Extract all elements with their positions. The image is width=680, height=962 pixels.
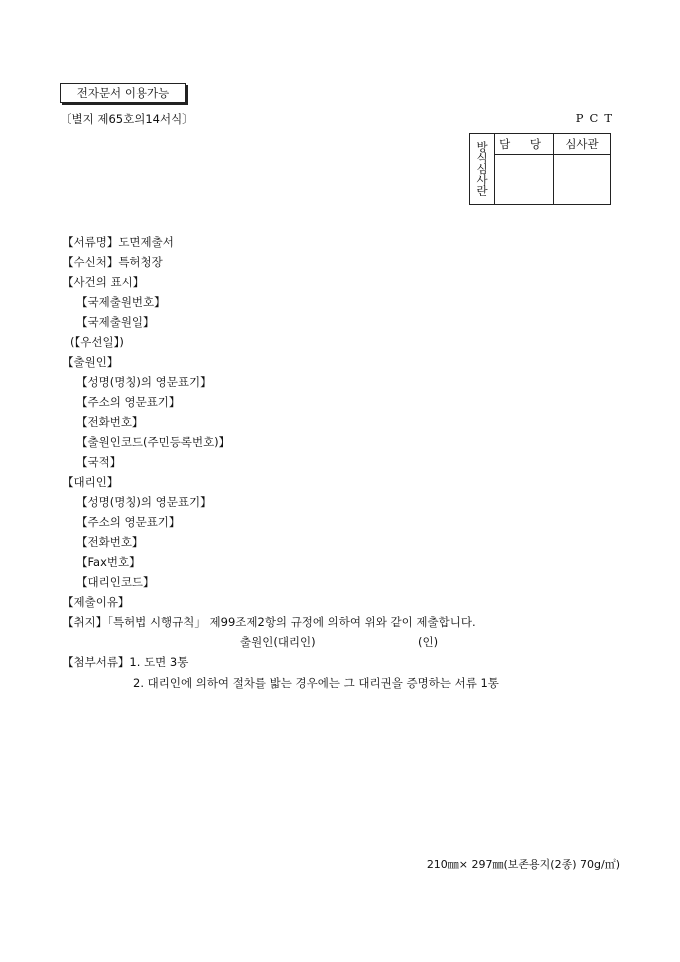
field-case-indication: 【사건의 표시】 [62, 275, 145, 289]
attachment-item-2: 2. 대리인에 의하여 절차를 밟는 경우에는 그 대리권을 증명하는 서류 1통 [133, 676, 499, 690]
field-document-name: 【서류명】도면제출서 [62, 235, 174, 249]
field-applicant-code: 【출원인코드(주민등록번호)】 [76, 435, 231, 449]
field-agent-fax: 【Fax번호】 [76, 555, 141, 569]
field-priority-date: (【우선일】) [70, 335, 124, 349]
form-reference: 〔별지 제65호의14서식〕 [60, 112, 194, 126]
field-agent: 【대리인】 [62, 475, 119, 489]
field-agent-english-address: 【주소의 영문표기】 [76, 515, 181, 529]
review-side-label-char: 사 [476, 172, 488, 187]
field-purport: 【취지】「특허법 시행규칙」 제99조제2항의 규정에 의하여 위와 같이 제출합니다. [62, 615, 476, 629]
field-agent-phone: 【전화번호】 [76, 535, 144, 549]
field-recipient: 【수신처】특허청장 [62, 255, 163, 269]
field-intl-application-number: 【국제출원번호】 [76, 295, 166, 309]
review-examiner-cell [554, 155, 611, 205]
field-applicant: 【출원인】 [62, 355, 119, 369]
review-side-label-char: 심 [476, 161, 488, 176]
review-side-label [470, 134, 495, 205]
field-attachments: 【첨부서류】1. 도면 3통 [62, 655, 189, 669]
review-col-examiner: 심사관 [554, 134, 611, 155]
paper-size-note: 210㎜× 297㎜(보존용지(2종) 70g/㎡) [426, 858, 620, 871]
review-officer-cell [495, 155, 554, 205]
signature-seal: (인) [418, 635, 439, 649]
field-agent-code: 【대리인코드】 [76, 575, 155, 589]
electronic-document-badge: 전자문서 이용가능 [60, 83, 186, 103]
review-side-label-text [470, 139, 494, 198]
field-nationality: 【국적】 [76, 455, 122, 469]
review-side-label-char: 식 [476, 150, 488, 165]
field-applicant-english-address: 【주소의 영문표기】 [76, 395, 181, 409]
field-applicant-english-name: 【성명(명칭)의 영문표기】 [76, 375, 212, 389]
field-submission-reason: 【제출이유】 [62, 595, 130, 609]
field-agent-english-name: 【성명(명칭)의 영문표기】 [76, 495, 212, 509]
review-col-officer: 담 당 [495, 134, 554, 155]
review-side-label-char: 방 [476, 139, 488, 154]
pct-label: PCT [575, 111, 618, 125]
signature-applicant-agent: 출원인(대리인) [240, 635, 316, 649]
field-intl-filing-date: 【국제출원일】 [76, 315, 155, 329]
review-side-label-char: 란 [476, 183, 488, 198]
review-box [469, 133, 611, 205]
field-applicant-phone: 【전화번호】 [76, 415, 144, 429]
